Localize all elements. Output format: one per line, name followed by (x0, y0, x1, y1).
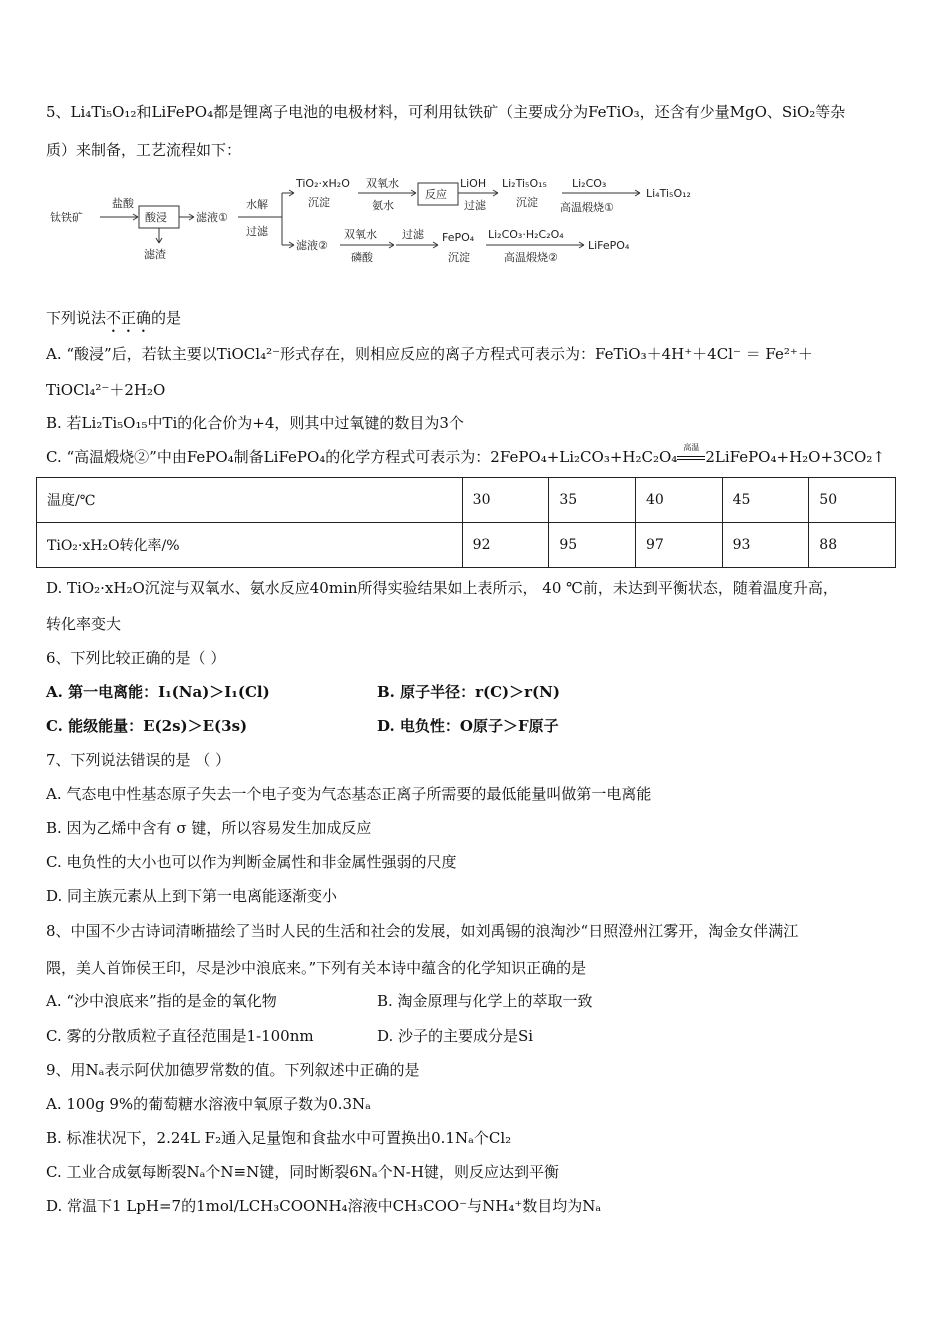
table-cell: 93 (722, 523, 809, 568)
table-cell: 97 (635, 523, 722, 568)
process-flow-diagram (46, 165, 716, 270)
flow-phos: 磷酸 (351, 251, 373, 264)
table-cell: 45 (722, 478, 809, 523)
q5-prompt-emph: 不正确 (106, 309, 152, 327)
table-cell: 40 (635, 478, 722, 523)
flow-precip-c: 沉淀 (448, 251, 470, 264)
q5-option-d-line1: D. TiO₂·xH₂O沉淀与双氧水、氨水反应40min所得实验结果如上表所示， 40 ℃前，未达到平衡状态，随着温度升高， (46, 579, 838, 597)
flow-calc1: 高温煅烧① (560, 201, 614, 214)
q7-stem: 7、下列说法错误的是 （ ） (46, 751, 231, 769)
q5-stem-line1: 5、Li₄Ti₅O₁₂和LiFePO₄都是锂离子电池的电极材料，可利用钛铁矿（主要成分为FeTiO₃，还含有少量MgO、SiO₂等杂 (46, 103, 846, 121)
flow-leach: 酸浸 (145, 211, 167, 224)
flow-filtrate1: 滤液① (196, 211, 228, 224)
flow-li4ti5o12: Li₄Ti₅O₁₂ (646, 187, 691, 200)
flow-filter-c: 过滤 (402, 228, 424, 241)
table-row (37, 523, 896, 568)
q5-option-a-line1: A. “酸浸”后，若钛主要以TiOCl₄²⁻形式存在，则相应反应的离子方程式可表示为：FeTiO₃＋4H⁺＋4Cl⁻ ＝ Fe²⁺＋ (46, 345, 813, 363)
temperature-table (36, 477, 896, 568)
q5-option-d-line2: 转化率变大 (46, 615, 122, 633)
table-header-temp: 温度/℃ (37, 478, 463, 523)
q6-option-a: A. 第一电离能：I₁(Na)＞I₁(Cl) (46, 683, 270, 701)
q6-option-b: B. 原子半径：r(C)＞r(N) (377, 683, 560, 701)
q6-option-c: C. 能级能量：E(2s)＞E(3s) (46, 717, 248, 735)
q5-prompt-post: 的是 (151, 309, 182, 327)
flow-ore: 钛铁矿 (50, 211, 83, 224)
reaction-arrow (677, 443, 705, 460)
q9-option-d: D. 常温下1 LpH=7的1mol/LCH₃COONH₄溶液中CH₃COO⁻与NH₄⁺数目均为Nₐ (46, 1197, 602, 1215)
flow-fepo4: FePO₄ (442, 231, 475, 244)
q8-option-b: B. 淘金原理与化学上的萃取一致 (377, 992, 593, 1010)
flow-li2co3-h2c2o4: Li₂CO₃·H₂C₂O₄ (488, 228, 564, 241)
q7-option-d: D. 同主族元素从上到下第一电离能逐渐变小 (46, 887, 338, 905)
flow-precip-b: 沉淀 (516, 196, 538, 209)
q8-option-a: A. “沙中浪底来”指的是金的氧化物 (46, 992, 277, 1010)
flow-h2o2-a: 双氧水 (366, 177, 399, 190)
flow-nh3: 氨水 (372, 199, 394, 212)
table-cell: 30 (462, 478, 549, 523)
q5-option-a-line2: TiOCl₄²⁻＋2H₂O (46, 381, 166, 399)
flow-li2co3: Li₂CO₃ (572, 177, 607, 190)
reaction-condition: 高温 (683, 443, 700, 452)
flow-lioh: LiOH (460, 177, 487, 190)
q6-stem: 6、下列比较正确的是（ ） (46, 649, 226, 667)
q8-option-c: C. 雾的分散质粒子直径范围是1-100nm (46, 1027, 314, 1045)
q5-option-b: B. 若Li₂Ti₅O₁₅中Ti的化合价为+4，则其中过氧键的数目为3个 (46, 414, 464, 432)
q7-option-b: B. 因为乙烯中含有 σ 键，所以容易发生加成反应 (46, 819, 372, 837)
flow-calc2: 高温煅烧② (504, 251, 558, 264)
table-cell: 88 (809, 523, 896, 568)
table-cell: 95 (549, 523, 636, 568)
flow-residue: 滤渣 (144, 248, 166, 261)
q9-option-c: C. 工业合成氨每断裂Nₐ个N≡N键，同时断裂6Nₐ个N-H键，则反应达到平衡 (46, 1163, 559, 1181)
q6-option-d: D. 电负性：O原子＞F原子 (377, 717, 559, 735)
q8-stem-line1: 8、中国不少古诗词清晰描绘了当时人民的生活和社会的发展，如刘禹锡的浪淘沙“日照澄州江雾开，淘金女伴满江 (46, 922, 799, 940)
flow-filtrate2: 滤液② (296, 239, 328, 252)
flow-lifepo4: LiFePO₄ (588, 239, 630, 252)
q5-option-c-rhs: 2LiFePO₄+H₂O+3CO₂↑ (705, 448, 885, 466)
q9-stem: 9、用Nₐ表示阿伏加德罗常数的值。下列叙述中正确的是 (46, 1061, 420, 1079)
flow-filter-b: 过滤 (464, 199, 486, 212)
q7-option-c: C. 电负性的大小也可以作为判断金属性和非金属性强弱的尺度 (46, 853, 457, 871)
q9-option-a: A. 100g 9%的葡萄糖水溶液中氧原子数为0.3Nₐ (46, 1095, 371, 1113)
q7-option-a: A. 气态电中性基态原子失去一个电子变为气态基态正离子所需要的最低能量叫做第一电离能 (46, 785, 652, 803)
q5-prompt (46, 308, 181, 336)
flow-react: 反应 (425, 188, 447, 201)
q5-option-c (46, 443, 885, 467)
flow-tio2: TiO₂·xH₂O (296, 177, 350, 190)
q5-stem-line2: 质）来制备，工艺流程如下： (46, 141, 242, 159)
flow-precip-a: 沉淀 (308, 196, 330, 209)
table-cell: 35 (549, 478, 636, 523)
table-cell: 50 (809, 478, 896, 523)
q5-option-c-lhs: C. “高温煅烧②”中由FePO₄制备LiFePO₄的化学方程式可表示为：2FePO₄+Li₂CO₃+H₂C₂O₄ (46, 448, 678, 466)
q8-stem-line2: 隈，美人首饰侯王印，尽是沙中浪底来。”下列有关本诗中蕴含的化学知识正确的是 (46, 959, 587, 977)
table-header-rate: TiO₂·xH₂O转化率/% (37, 523, 463, 568)
flow-h2o2-b: 双氧水 (344, 228, 377, 241)
flow-filter-a: 过滤 (246, 225, 268, 238)
q8-option-d: D. 沙子的主要成分是Si (377, 1027, 534, 1045)
flow-hydrolysis: 水解 (246, 198, 268, 211)
q9-option-b: B. 标准状况下，2.24L F₂通入足量饱和食盐水中可置换出0.1Nₐ个Cl₂ (46, 1129, 512, 1147)
q5-prompt-pre: 下列说法 (46, 309, 107, 327)
table-row (37, 478, 896, 523)
table-cell: 92 (462, 523, 549, 568)
flow-li2ti5o15: Li₂Ti₅O₁₅ (502, 177, 547, 190)
flow-acid: 盐酸 (112, 197, 134, 210)
